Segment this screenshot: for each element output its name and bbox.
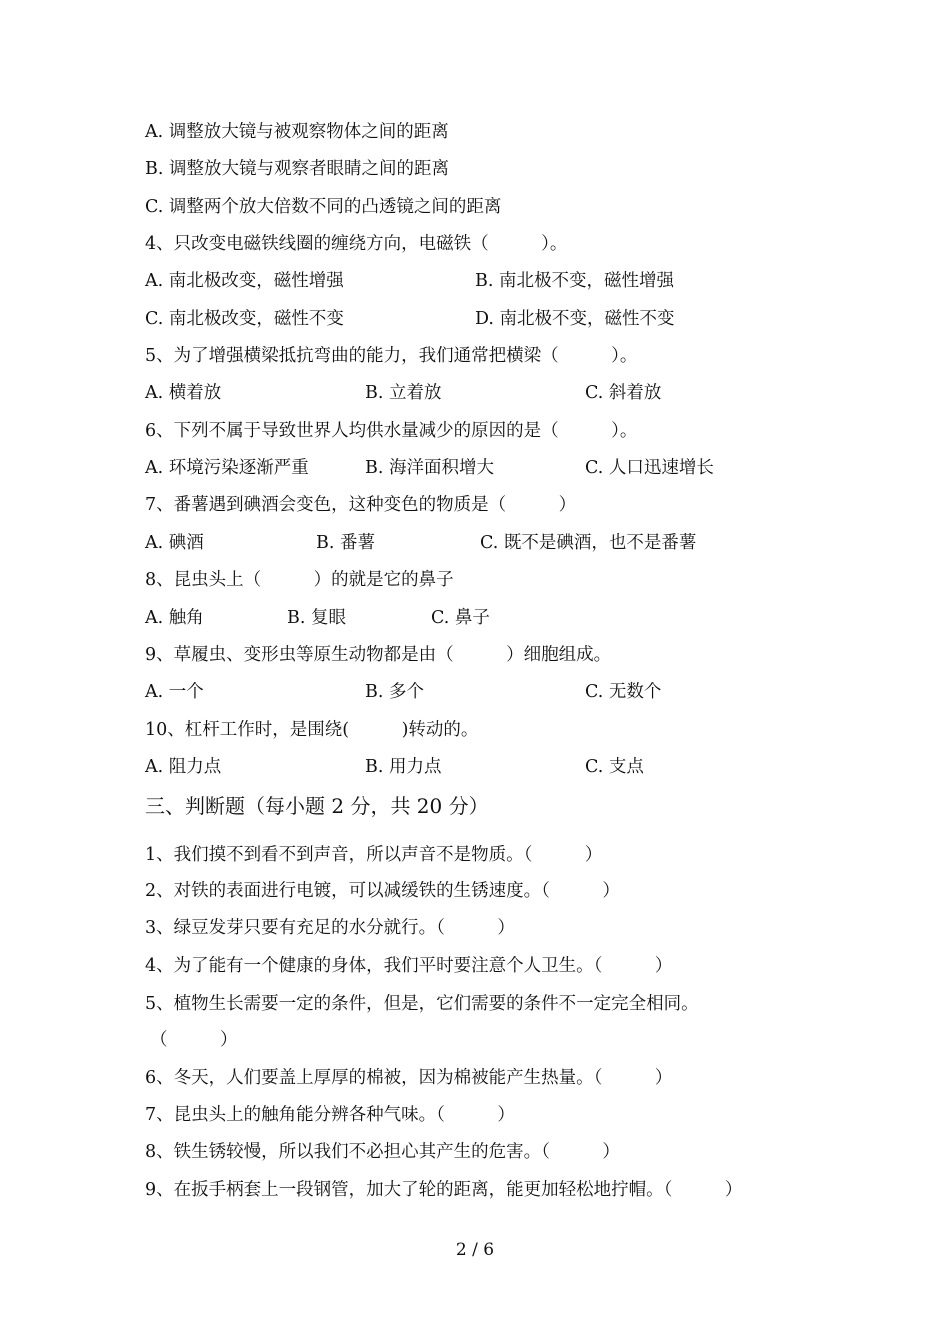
question-8: 8、昆虫头上（ ）的就是它的鼻子 (145, 570, 454, 590)
q6-option-a: A. 环境污染逐渐严重 (145, 458, 309, 478)
top-option-c: C. 调整两个放大倍数不同的凸透镜之间的距离 (145, 197, 502, 217)
top-option-b: B. 调整放大镜与观察者眼睛之间的距离 (145, 159, 449, 179)
q5-option-b: B. 立着放 (365, 383, 442, 403)
question-9: 9、草履虫、变形虫等原生动物都是由（ ）细胞组成。 (145, 645, 612, 665)
q4-option-b: B. 南北极不变，磁性增强 (475, 271, 674, 291)
q9-option-b: B. 多个 (365, 682, 424, 702)
question-5: 5、为了增强横梁抵抗弯曲的能力，我们通常把横梁（ ）。 (145, 346, 638, 366)
q8-option-c: C. 鼻子 (431, 608, 490, 628)
q8-option-b: B. 复眼 (287, 608, 346, 628)
q7-option-a: A. 碘酒 (145, 533, 204, 553)
top-option-a: A. 调整放大镜与被观察物体之间的距离 (145, 122, 449, 142)
question-7: 7、番薯遇到碘酒会变色，这种变色的物质是（ ） (145, 495, 577, 515)
q10-option-a: A. 阻力点 (145, 757, 222, 777)
question-10: 10、杠杆工作时，是围绕( )转动的。 (145, 720, 479, 740)
judgment-9: 9、在扳手柄套上一段钢管，加大了轮的距离，能更加轻松地拧帽。（ ） (145, 1180, 743, 1200)
section-heading: 三、判断题（每小题 2 分，共 20 分） (145, 794, 489, 818)
judgment-2: 2、对铁的表面进行电镀，可以减缓铁的生锈速度。（ ） (145, 881, 620, 901)
q7-option-c: C. 既不是碘酒，也不是番薯 (480, 533, 697, 553)
question-6: 6、下列不属于导致世界人均供水量减少的原因的是（ ）。 (145, 421, 638, 441)
q7-option-b: B. 番薯 (316, 533, 375, 553)
judgment-4: 4、为了能有一个健康的身体，我们平时要注意个人卫生。（ ） (145, 956, 673, 976)
q9-option-c: C. 无数个 (585, 682, 662, 702)
q4-option-c: C. 南北极改变，磁性不变 (145, 309, 344, 329)
judgment-3: 3、绿豆发芽只要有充足的水分就行。（ ） (145, 918, 515, 938)
judgment-6: 6、冬天，人们要盖上厚厚的棉被，因为棉被能产生热量。（ ） (145, 1068, 673, 1088)
q4-option-a: A. 南北极改变，磁性增强 (145, 271, 344, 291)
judgment-5: 5、植物生长需要一定的条件，但是，它们需要的条件不一定完全相同。 (145, 994, 699, 1014)
q9-option-a: A. 一个 (145, 682, 204, 702)
page-number: 2 / 6 (455, 1240, 495, 1260)
q8-option-a: A. 触角 (145, 608, 204, 628)
judgment-5-blank: （ ） (150, 1030, 238, 1050)
judgment-7: 7、昆虫头上的触角能分辨各种气味。（ ） (145, 1105, 515, 1125)
q10-option-b: B. 用力点 (365, 757, 442, 777)
q5-option-a: A. 横着放 (145, 383, 222, 403)
q6-option-b: B. 海洋面积增大 (365, 458, 494, 478)
judgment-1: 1、我们摸不到看不到声音，所以声音不是物质。（ ） (145, 845, 603, 865)
question-4: 4、只改变电磁铁线圈的缠绕方向，电磁铁（ ）。 (145, 234, 568, 254)
q6-option-c: C. 人口迅速增长 (585, 458, 714, 478)
judgment-8: 8、铁生锈较慢，所以我们不必担心其产生的危害。（ ） (145, 1142, 620, 1162)
q4-option-d: D. 南北极不变，磁性不变 (475, 309, 675, 329)
q10-option-c: C. 支点 (585, 757, 644, 777)
q5-option-c: C. 斜着放 (585, 383, 662, 403)
